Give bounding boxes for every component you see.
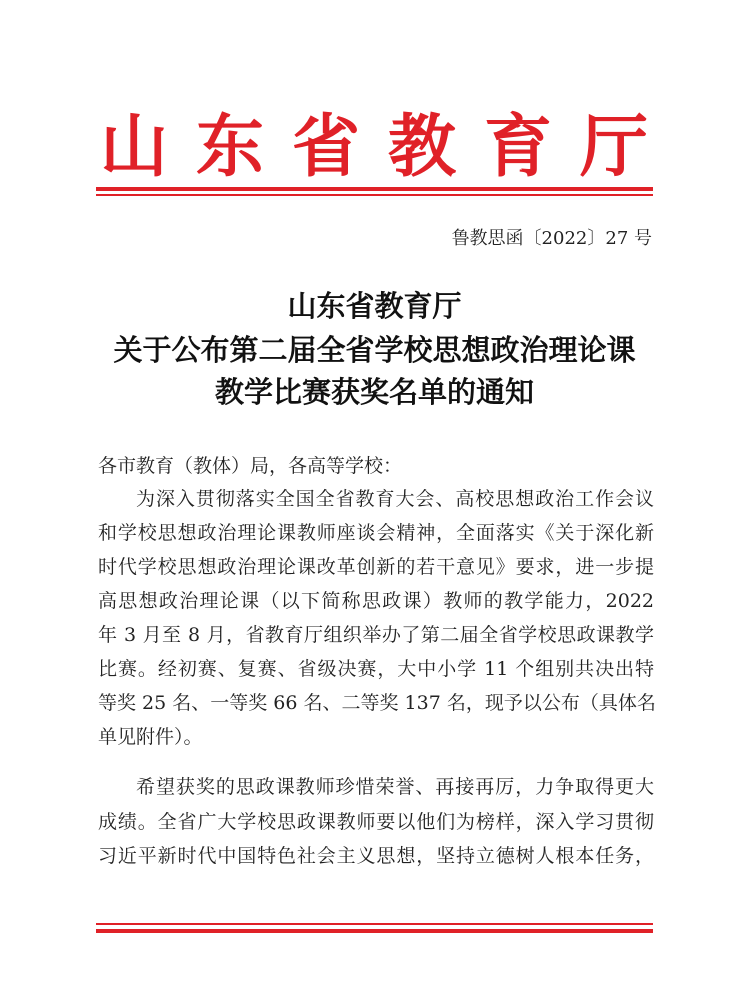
document-title-line-2: 关于公布第二届全省学校思想政治理论课 (113, 333, 636, 367)
masthead-char: 教 (387, 108, 456, 187)
paragraph-1-line: 高思想政治理论课（以下简称思政课）教师的教学能力，2022 (98, 590, 654, 612)
document-number: 鲁教思函〔2022〕27 号 (451, 228, 652, 249)
masthead-title (96, 108, 652, 188)
masthead-char: 省 (291, 108, 360, 187)
paragraph-1-line: 为深入贯彻落实全国全省教育大会、高校思想政治工作会议 (136, 488, 654, 510)
footer-red-rule-thin (96, 923, 653, 925)
salutation: 各市教育（教体）局，各高等学校： (98, 455, 403, 477)
document-title-line-3: 教学比赛获奖名单的通知 (214, 375, 534, 409)
paragraph-1-line: 比赛。经初赛、复赛、省级决赛，大中小学 11 个组别共决出特 (98, 658, 654, 680)
masthead-red-rule-thick (96, 187, 653, 191)
paragraph-1-line: 等奖 25 名、一等奖 66 名、二等奖 137 名，现予以公布（具体名 (98, 692, 656, 714)
masthead-char: 厅 (579, 108, 648, 187)
paragraph-1-line: 和学校思想政治理论课教师座谈会精神，全面落实《关于深化新 (98, 522, 654, 544)
paragraph-1-line: 单见附件）。 (98, 726, 203, 748)
masthead-char: 山 (99, 108, 168, 187)
footer-red-rule-thick (96, 929, 653, 933)
paragraph-1-line: 时代学校思想政治理论课改革创新的若干意见》要求，进一步提 (98, 556, 654, 578)
paragraph-2-line: 希望获奖的思政课教师珍惜荣誉、再接再厉，力争取得更大 (136, 776, 654, 798)
masthead-red-rule-thin (96, 194, 653, 196)
masthead-char: 育 (483, 108, 552, 187)
document-title-line-1: 山东省教育厅 (287, 289, 462, 323)
paragraph-2-line: 习近平新时代中国特色社会主义思想，坚持立德树人根本任务， (98, 845, 654, 867)
masthead-char: 东 (195, 108, 264, 187)
paragraph-1-line: 年 3 月至 8 月，省教育厅组织举办了第二届全省学校思政课教学 (98, 624, 654, 646)
paragraph-2-line: 成绩。全省广大学校思政课教师要以他们为榜样，深入学习贯彻 (98, 811, 654, 833)
